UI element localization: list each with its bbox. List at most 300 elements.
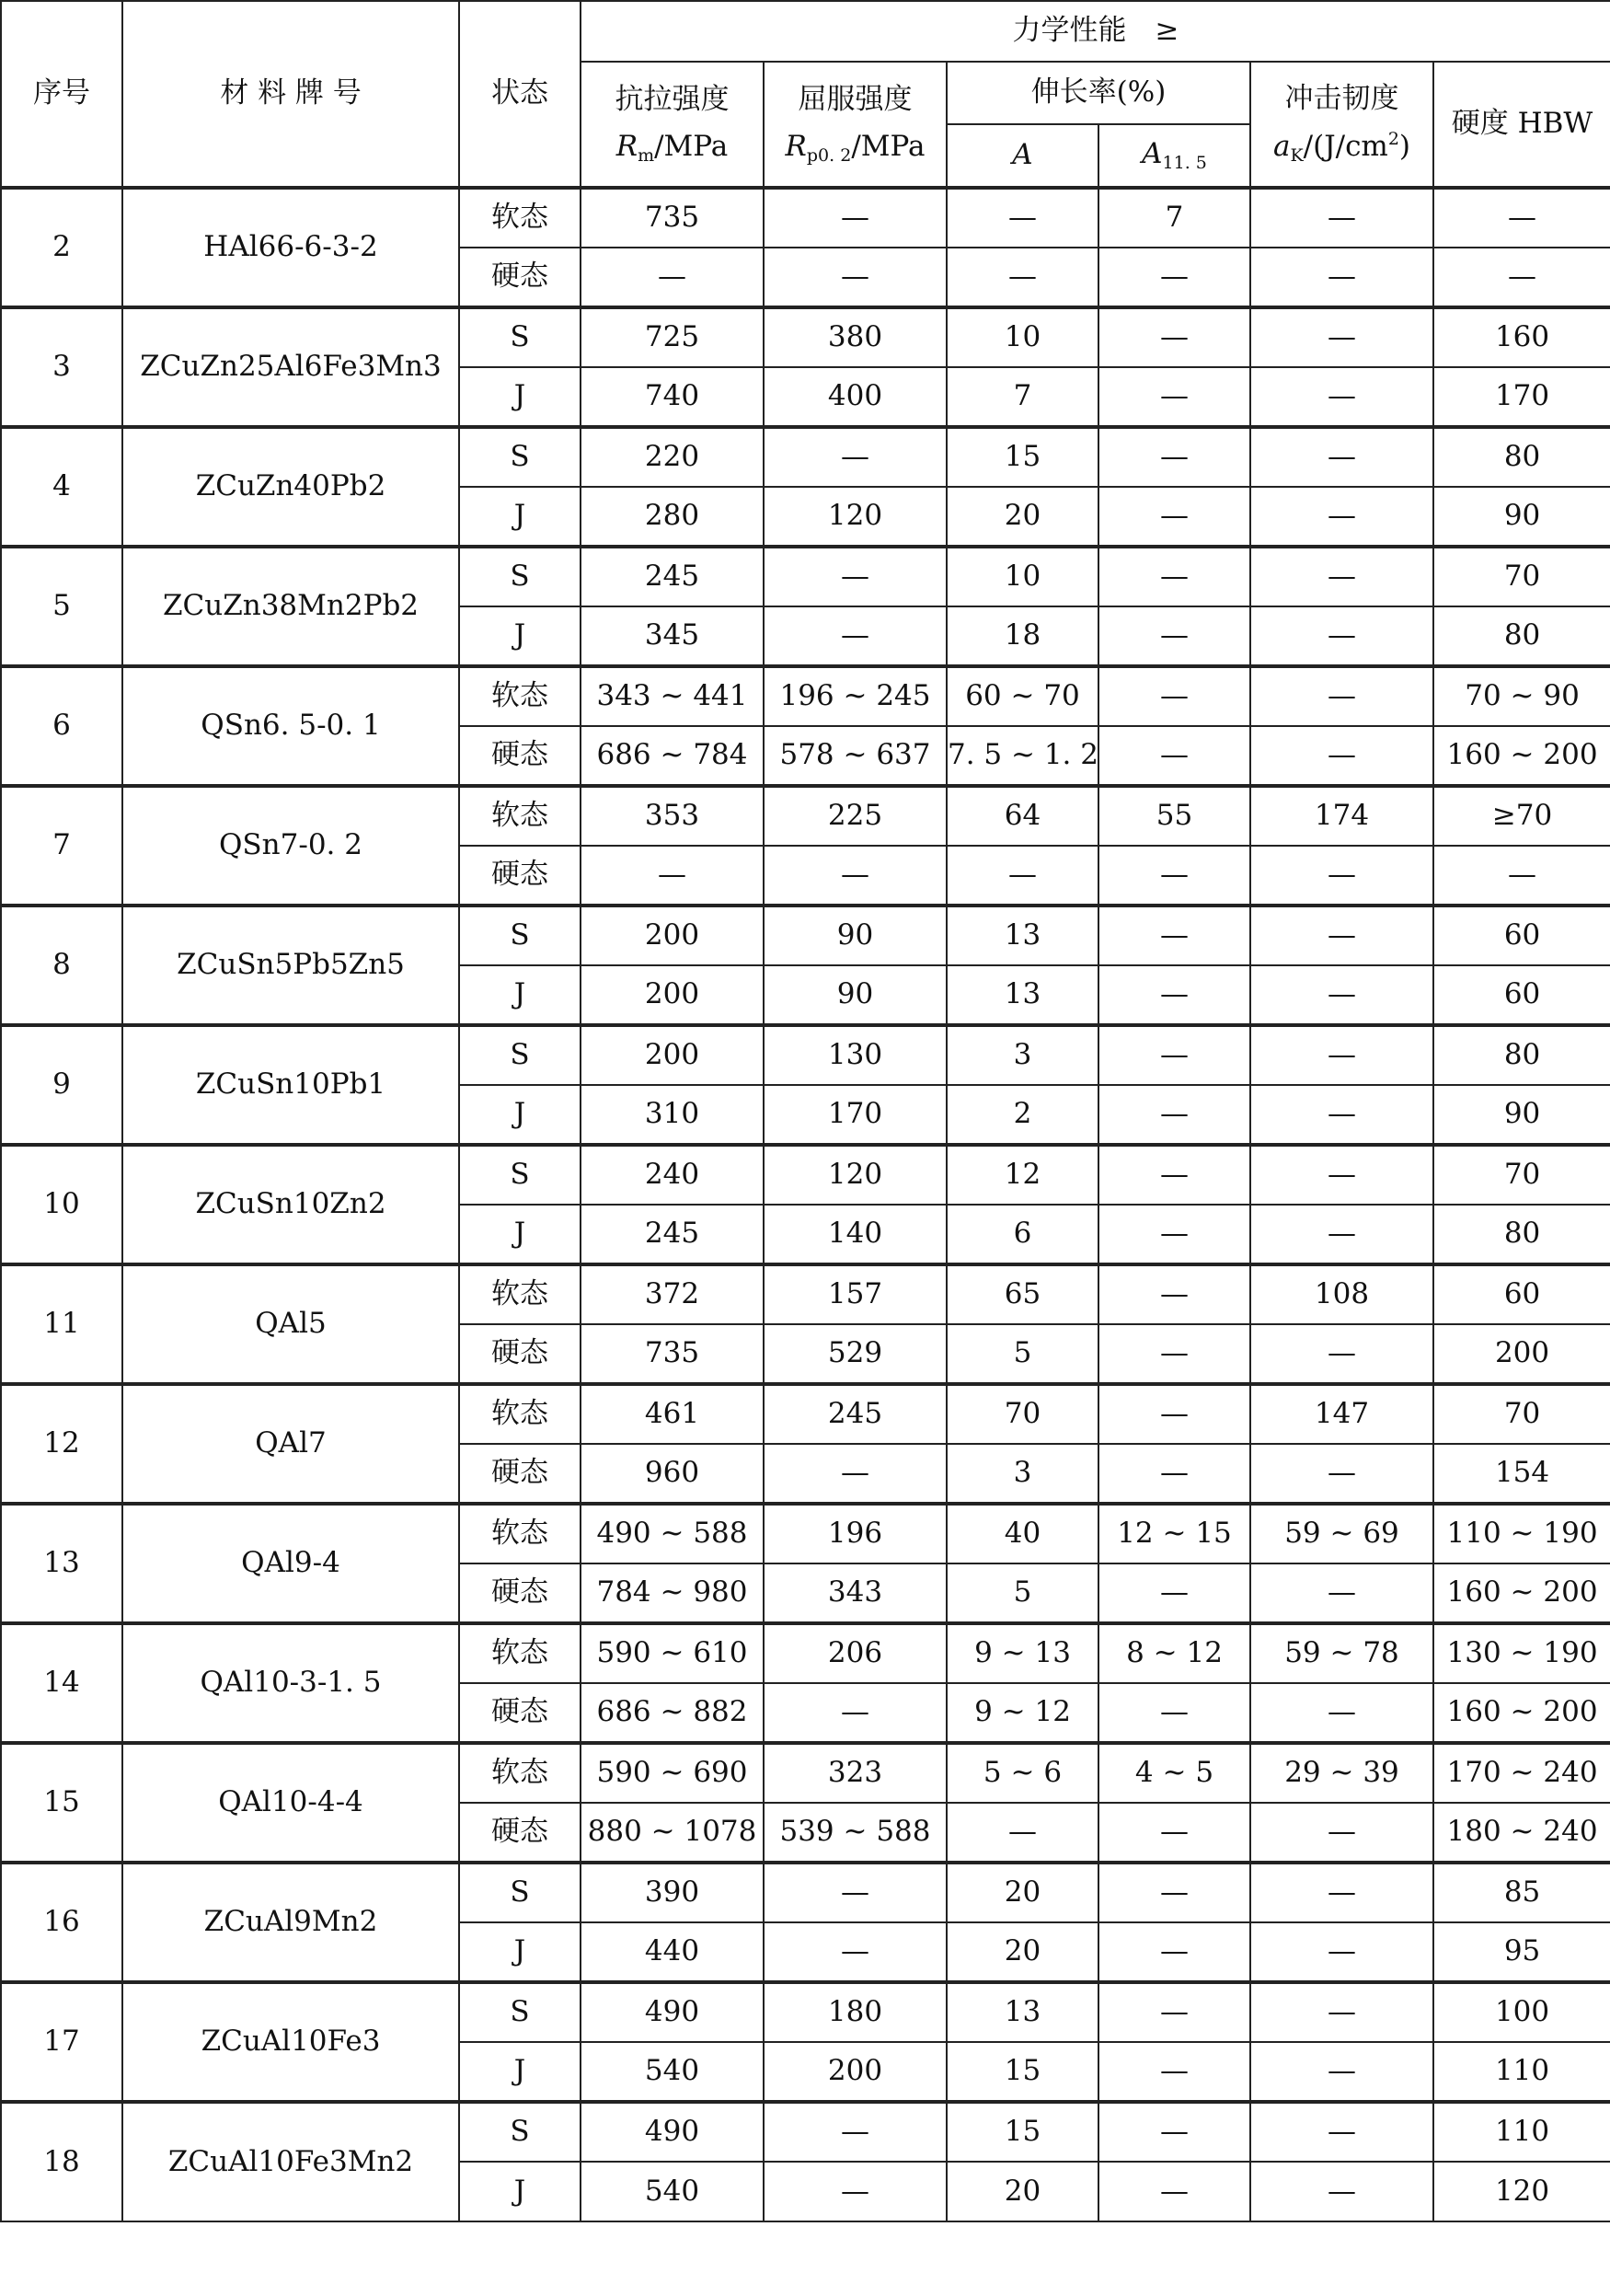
yield-cell: 343	[764, 1563, 947, 1623]
material-cell: QAl9-4	[122, 1504, 459, 1623]
elongation-a-cell: 70	[947, 1384, 1098, 1444]
state-cell: 软态	[459, 666, 581, 726]
hardness-cell: 160 ~ 200	[1433, 1683, 1610, 1743]
tensile-cell: 200	[581, 906, 764, 965]
state-cell: J	[459, 367, 581, 427]
impact-cell: —	[1250, 1922, 1433, 1982]
tensile-cell: 490	[581, 1982, 764, 2042]
elongation-a11-cell: —	[1098, 427, 1250, 487]
elongation-a11-cell: —	[1098, 307, 1250, 367]
tensile-cell: —	[581, 248, 764, 307]
elongation-a11-cell: —	[1098, 1085, 1250, 1145]
elongation-a11-cell: —	[1098, 1384, 1250, 1444]
elongation-a11-cell: 8 ~ 12	[1098, 1623, 1250, 1683]
tensile-cell: 345	[581, 606, 764, 666]
impact-cell: 147	[1250, 1384, 1433, 1444]
state-cell: S	[459, 1982, 581, 2042]
yield-cell: 206	[764, 1623, 947, 1683]
impact-cell: —	[1250, 1982, 1433, 2042]
yield-cell: —	[764, 2162, 947, 2221]
seq-cell: 10	[1, 1145, 122, 1264]
hardness-cell: 120	[1433, 2162, 1610, 2221]
tensile-cell: 343 ~ 441	[581, 666, 764, 726]
elongation-a11-cell: —	[1098, 1863, 1250, 1922]
impact-cell: —	[1250, 248, 1433, 307]
tensile-cell: 686 ~ 784	[581, 726, 764, 786]
elongation-a-cell: 20	[947, 487, 1098, 547]
tensile-cell: 390	[581, 1863, 764, 1922]
impact-cell: —	[1250, 487, 1433, 547]
elongation-a-cell: —	[947, 1803, 1098, 1863]
seq-cell: 2	[1, 188, 122, 307]
header-yield-strength: 屈服强度 $R_{p0. 2}$/MPa	[764, 62, 947, 188]
hardness-cell: ≥70	[1433, 786, 1610, 846]
impact-cell: —	[1250, 846, 1433, 906]
state-cell: 硬态	[459, 846, 581, 906]
tensile-cell: 310	[581, 1085, 764, 1145]
elongation-a-cell: —	[947, 846, 1098, 906]
table-row	[1, 1264, 1610, 1324]
elongation-a-cell: 7	[947, 367, 1098, 427]
elongation-a11-cell: —	[1098, 666, 1250, 726]
hardness-cell: 70 ~ 90	[1433, 666, 1610, 726]
elongation-a-cell: 5 ~ 6	[947, 1743, 1098, 1803]
state-cell: J	[459, 1922, 581, 1982]
material-cell: ZCuAl10Fe3	[122, 1982, 459, 2102]
hardness-cell: 170	[1433, 367, 1610, 427]
yield-cell: 529	[764, 1324, 947, 1384]
material-cell: QAl10-4-4	[122, 1743, 459, 1863]
elongation-a11-cell: —	[1098, 2102, 1250, 2162]
header-impact-toughness: 冲击韧度 $a_K/(J/cm^2)$	[1250, 62, 1433, 188]
tensile-cell: 735	[581, 1324, 764, 1384]
elongation-a-cell: 6	[947, 1205, 1098, 1264]
seq-cell: 4	[1, 427, 122, 547]
yield-cell: 245	[764, 1384, 947, 1444]
impact-cell: 174	[1250, 786, 1433, 846]
yield-cell: 180	[764, 1982, 947, 2042]
elongation-a-cell: 9 ~ 12	[947, 1683, 1098, 1743]
yield-cell: 200	[764, 2042, 947, 2102]
hardness-cell: 160	[1433, 307, 1610, 367]
elongation-a-cell: 15	[947, 2102, 1098, 2162]
seq-cell: 12	[1, 1384, 122, 1504]
table-row	[1, 1623, 1610, 1683]
elongation-a11-cell: —	[1098, 547, 1250, 606]
elongation-a-cell: 20	[947, 2162, 1098, 2221]
material-cell: QAl5	[122, 1264, 459, 1384]
table-row	[1, 427, 1610, 487]
header-elongation: 伸长率(%)	[947, 62, 1250, 124]
state-cell: 硬态	[459, 1683, 581, 1743]
impact-cell: —	[1250, 1085, 1433, 1145]
material-cell: QSn7-0. 2	[122, 786, 459, 906]
state-cell: S	[459, 547, 581, 606]
tensile-cell: 540	[581, 2162, 764, 2221]
yield-cell: 196 ~ 245	[764, 666, 947, 726]
elongation-a11-cell: —	[1098, 1444, 1250, 1504]
tensile-cell: 784 ~ 980	[581, 1563, 764, 1623]
header-state: 状态	[459, 1, 581, 188]
hardness-cell: 80	[1433, 427, 1610, 487]
elongation-a11-cell: —	[1098, 1982, 1250, 2042]
state-cell: 软态	[459, 1384, 581, 1444]
tensile-cell: 880 ~ 1078	[581, 1803, 764, 1863]
seq-cell: 15	[1, 1743, 122, 1863]
table-row	[1, 2102, 1610, 2162]
impact-cell: —	[1250, 2042, 1433, 2102]
seq-cell: 13	[1, 1504, 122, 1623]
state-cell: 软态	[459, 1743, 581, 1803]
table-body	[1, 188, 1610, 2221]
table-header	[1, 1, 1610, 188]
impact-cell: —	[1250, 1444, 1433, 1504]
elongation-a-cell: 13	[947, 1982, 1098, 2042]
material-cell: ZCuAl9Mn2	[122, 1863, 459, 1982]
material-cell: QAl10-3-1. 5	[122, 1623, 459, 1743]
tensile-cell: —	[581, 846, 764, 906]
state-cell: J	[459, 2042, 581, 2102]
impact-cell: —	[1250, 606, 1433, 666]
tensile-cell: 461	[581, 1384, 764, 1444]
seq-cell: 7	[1, 786, 122, 906]
header-tensile-strength: 抗拉强度 $R_m$/MPa	[581, 62, 764, 188]
state-cell: 软态	[459, 1623, 581, 1683]
state-cell: S	[459, 1863, 581, 1922]
yield-cell: —	[764, 188, 947, 248]
elongation-a11-cell: —	[1098, 1205, 1250, 1264]
material-cell: ZCuAl10Fe3Mn2	[122, 2102, 459, 2221]
tensile-cell: 280	[581, 487, 764, 547]
state-cell: S	[459, 906, 581, 965]
elongation-a-cell: 3	[947, 1025, 1098, 1085]
state-cell: S	[459, 2102, 581, 2162]
impact-cell: —	[1250, 1863, 1433, 1922]
elongation-a11-cell: —	[1098, 846, 1250, 906]
yield-cell: 90	[764, 906, 947, 965]
elongation-a11-cell: —	[1098, 1264, 1250, 1324]
header-mechanical-properties: 力学性能 ≥	[581, 1, 1610, 62]
tensile-cell: 960	[581, 1444, 764, 1504]
table-row	[1, 307, 1610, 367]
table-row	[1, 1145, 1610, 1205]
header-seq: 序号	[1, 1, 122, 188]
hardness-cell: 90	[1433, 487, 1610, 547]
state-cell: 硬态	[459, 248, 581, 307]
elongation-a-cell: 10	[947, 547, 1098, 606]
state-cell: J	[459, 487, 581, 547]
table-row	[1, 666, 1610, 726]
material-cell: ZCuZn40Pb2	[122, 427, 459, 547]
tensile-cell: 490	[581, 2102, 764, 2162]
table-row	[1, 906, 1610, 965]
elongation-a-cell: 3	[947, 1444, 1098, 1504]
hardness-cell: 60	[1433, 965, 1610, 1025]
material-cell: QSn6. 5-0. 1	[122, 666, 459, 786]
seq-cell: 14	[1, 1623, 122, 1743]
yield-cell: —	[764, 846, 947, 906]
state-cell: J	[459, 1205, 581, 1264]
yield-cell: 120	[764, 487, 947, 547]
tensile-cell: 200	[581, 965, 764, 1025]
hardness-cell: 154	[1433, 1444, 1610, 1504]
hardness-cell: 70	[1433, 1145, 1610, 1205]
yield-cell: —	[764, 248, 947, 307]
impact-cell: —	[1250, 547, 1433, 606]
elongation-a11-cell: —	[1098, 248, 1250, 307]
hardness-cell: 160 ~ 200	[1433, 726, 1610, 786]
yield-cell: 157	[764, 1264, 947, 1324]
impact-cell: —	[1250, 1803, 1433, 1863]
yield-cell: 539 ~ 588	[764, 1803, 947, 1863]
elongation-a-cell: 12	[947, 1145, 1098, 1205]
hardness-cell: —	[1433, 188, 1610, 248]
hardness-cell: —	[1433, 248, 1610, 307]
impact-cell: —	[1250, 1025, 1433, 1085]
state-cell: 硬态	[459, 1803, 581, 1863]
elongation-a11-cell: —	[1098, 487, 1250, 547]
state-cell: J	[459, 965, 581, 1025]
seq-cell: 8	[1, 906, 122, 1025]
impact-cell: —	[1250, 307, 1433, 367]
elongation-a-cell: 5	[947, 1324, 1098, 1384]
seq-cell: 3	[1, 307, 122, 427]
state-cell: 软态	[459, 1264, 581, 1324]
elongation-a-cell: 18	[947, 606, 1098, 666]
yield-cell: 380	[764, 307, 947, 367]
state-cell: J	[459, 606, 581, 666]
material-cell: QAl7	[122, 1384, 459, 1504]
elongation-a-cell: 7. 5 ~ 1. 2	[947, 726, 1098, 786]
elongation-a11-cell: —	[1098, 1324, 1250, 1384]
hardness-cell: 80	[1433, 1205, 1610, 1264]
hardness-cell: 85	[1433, 1863, 1610, 1922]
elongation-a11-cell: —	[1098, 1803, 1250, 1863]
tensile-cell: 725	[581, 307, 764, 367]
elongation-a-cell: 13	[947, 906, 1098, 965]
state-cell: J	[459, 2162, 581, 2221]
tensile-cell: 735	[581, 188, 764, 248]
yield-cell: 196	[764, 1504, 947, 1563]
tensile-cell: 245	[581, 547, 764, 606]
hardness-cell: 130 ~ 190	[1433, 1623, 1610, 1683]
state-cell: S	[459, 1145, 581, 1205]
impact-cell: —	[1250, 2102, 1433, 2162]
yield-cell: —	[764, 2102, 947, 2162]
seq-cell: 5	[1, 547, 122, 666]
state-cell: 硬态	[459, 1444, 581, 1504]
hardness-cell: 180 ~ 240	[1433, 1803, 1610, 1863]
elongation-a-cell: 65	[947, 1264, 1098, 1324]
impact-cell: 59 ~ 69	[1250, 1504, 1433, 1563]
elongation-a11-cell: —	[1098, 906, 1250, 965]
yield-cell: —	[764, 1922, 947, 1982]
elongation-a11-cell: —	[1098, 1683, 1250, 1743]
impact-cell: 29 ~ 39	[1250, 1743, 1433, 1803]
hardness-cell: 110 ~ 190	[1433, 1504, 1610, 1563]
table-row	[1, 1384, 1610, 1444]
elongation-a11-cell: —	[1098, 606, 1250, 666]
hardness-cell: 200	[1433, 1324, 1610, 1384]
impact-cell: —	[1250, 1563, 1433, 1623]
state-cell: 硬态	[459, 726, 581, 786]
yield-cell: 170	[764, 1085, 947, 1145]
material-cell: HAl66-6-3-2	[122, 188, 459, 307]
state-cell: J	[459, 1085, 581, 1145]
impact-cell: —	[1250, 1324, 1433, 1384]
seq-cell: 17	[1, 1982, 122, 2102]
tensile-cell: 353	[581, 786, 764, 846]
yield-cell: 323	[764, 1743, 947, 1803]
yield-cell: 130	[764, 1025, 947, 1085]
state-cell: S	[459, 1025, 581, 1085]
material-cell: ZCuSn5Pb5Zn5	[122, 906, 459, 1025]
impact-cell: —	[1250, 666, 1433, 726]
header-elongation-a11: $A_{11. 5}$	[1098, 124, 1250, 188]
hardness-cell: 80	[1433, 606, 1610, 666]
yield-cell: 120	[764, 1145, 947, 1205]
elongation-a11-cell: —	[1098, 2162, 1250, 2221]
state-cell: 硬态	[459, 1563, 581, 1623]
impact-cell: 59 ~ 78	[1250, 1623, 1433, 1683]
table-row	[1, 1504, 1610, 1563]
state-cell: S	[459, 427, 581, 487]
impact-cell: —	[1250, 427, 1433, 487]
hardness-cell: 60	[1433, 1264, 1610, 1324]
elongation-a11-cell: —	[1098, 1025, 1250, 1085]
impact-cell: —	[1250, 726, 1433, 786]
seq-cell: 11	[1, 1264, 122, 1384]
hardness-cell: 160 ~ 200	[1433, 1563, 1610, 1623]
elongation-a-cell: 5	[947, 1563, 1098, 1623]
impact-cell: 108	[1250, 1264, 1433, 1324]
hardness-cell: —	[1433, 846, 1610, 906]
seq-cell: 9	[1, 1025, 122, 1145]
elongation-a-cell: 64	[947, 786, 1098, 846]
hardness-cell: 110	[1433, 2042, 1610, 2102]
elongation-a11-cell: —	[1098, 2042, 1250, 2102]
impact-cell: —	[1250, 1145, 1433, 1205]
yield-cell: —	[764, 606, 947, 666]
hardness-cell: 80	[1433, 1025, 1610, 1085]
table-row	[1, 1982, 1610, 2042]
impact-cell: —	[1250, 2162, 1433, 2221]
elongation-a11-cell: —	[1098, 965, 1250, 1025]
tensile-cell: 540	[581, 2042, 764, 2102]
state-cell: 硬态	[459, 1324, 581, 1384]
material-cell: ZCuZn38Mn2Pb2	[122, 547, 459, 666]
elongation-a-cell: 60 ~ 70	[947, 666, 1098, 726]
elongation-a-cell: 9 ~ 13	[947, 1623, 1098, 1683]
impact-cell: —	[1250, 965, 1433, 1025]
tensile-cell: 740	[581, 367, 764, 427]
yield-cell: —	[764, 427, 947, 487]
hardness-cell: 95	[1433, 1922, 1610, 1982]
yield-cell: 400	[764, 367, 947, 427]
elongation-a-cell: 40	[947, 1504, 1098, 1563]
material-cell: ZCuZn25Al6Fe3Mn3	[122, 307, 459, 427]
impact-cell: —	[1250, 1683, 1433, 1743]
tensile-cell: 372	[581, 1264, 764, 1324]
seq-cell: 16	[1, 1863, 122, 1982]
impact-cell: —	[1250, 367, 1433, 427]
table-row	[1, 1025, 1610, 1085]
seq-cell: 6	[1, 666, 122, 786]
tensile-cell: 590 ~ 690	[581, 1743, 764, 1803]
elongation-a11-cell: —	[1098, 1563, 1250, 1623]
hardness-cell: 60	[1433, 906, 1610, 965]
elongation-a11-cell: 4 ~ 5	[1098, 1743, 1250, 1803]
header-hardness: 硬度 HBW	[1433, 62, 1610, 188]
tensile-cell: 200	[581, 1025, 764, 1085]
impact-cell: —	[1250, 1205, 1433, 1264]
hardness-cell: 100	[1433, 1982, 1610, 2042]
hardness-cell: 110	[1433, 2102, 1610, 2162]
material-cell: ZCuSn10Pb1	[122, 1025, 459, 1145]
yield-cell: 90	[764, 965, 947, 1025]
yield-cell: 140	[764, 1205, 947, 1264]
elongation-a-cell: 2	[947, 1085, 1098, 1145]
state-cell: S	[459, 307, 581, 367]
elongation-a-cell: —	[947, 248, 1098, 307]
header-elongation-a: A	[947, 124, 1098, 188]
hardness-cell: 90	[1433, 1085, 1610, 1145]
hardness-cell: 170 ~ 240	[1433, 1743, 1610, 1803]
elongation-a11-cell: 55	[1098, 786, 1250, 846]
elongation-a-cell: 20	[947, 1863, 1098, 1922]
impact-cell: —	[1250, 906, 1433, 965]
tensile-cell: 220	[581, 427, 764, 487]
elongation-a11-cell: —	[1098, 1922, 1250, 1982]
tensile-cell: 490 ~ 588	[581, 1504, 764, 1563]
table-row	[1, 786, 1610, 846]
material-cell: ZCuSn10Zn2	[122, 1145, 459, 1264]
elongation-a-cell: 13	[947, 965, 1098, 1025]
elongation-a11-cell: —	[1098, 1145, 1250, 1205]
header-material: 材 料 牌 号	[122, 1, 459, 188]
tensile-cell: 245	[581, 1205, 764, 1264]
elongation-a11-cell: —	[1098, 726, 1250, 786]
yield-cell: —	[764, 1444, 947, 1504]
yield-cell: 578 ~ 637	[764, 726, 947, 786]
yield-cell: —	[764, 547, 947, 606]
elongation-a-cell: 15	[947, 2042, 1098, 2102]
elongation-a-cell: 20	[947, 1922, 1098, 1982]
state-cell: 软态	[459, 786, 581, 846]
elongation-a11-cell: —	[1098, 367, 1250, 427]
state-cell: 软态	[459, 1504, 581, 1563]
elongation-a11-cell: 7	[1098, 188, 1250, 248]
elongation-a-cell: —	[947, 188, 1098, 248]
yield-cell: 225	[764, 786, 947, 846]
tensile-cell: 440	[581, 1922, 764, 1982]
impact-cell: —	[1250, 188, 1433, 248]
table-row	[1, 547, 1610, 606]
table-row	[1, 1743, 1610, 1803]
table-row	[1, 1863, 1610, 1922]
seq-cell: 18	[1, 2102, 122, 2221]
yield-cell: —	[764, 1863, 947, 1922]
elongation-a-cell: 15	[947, 427, 1098, 487]
table-row	[1, 188, 1610, 248]
state-cell: 软态	[459, 188, 581, 248]
elongation-a11-cell: 12 ~ 15	[1098, 1504, 1250, 1563]
tensile-cell: 590 ~ 610	[581, 1623, 764, 1683]
hardness-cell: 70	[1433, 1384, 1610, 1444]
yield-cell: —	[764, 1683, 947, 1743]
tensile-cell: 686 ~ 882	[581, 1683, 764, 1743]
tensile-cell: 240	[581, 1145, 764, 1205]
